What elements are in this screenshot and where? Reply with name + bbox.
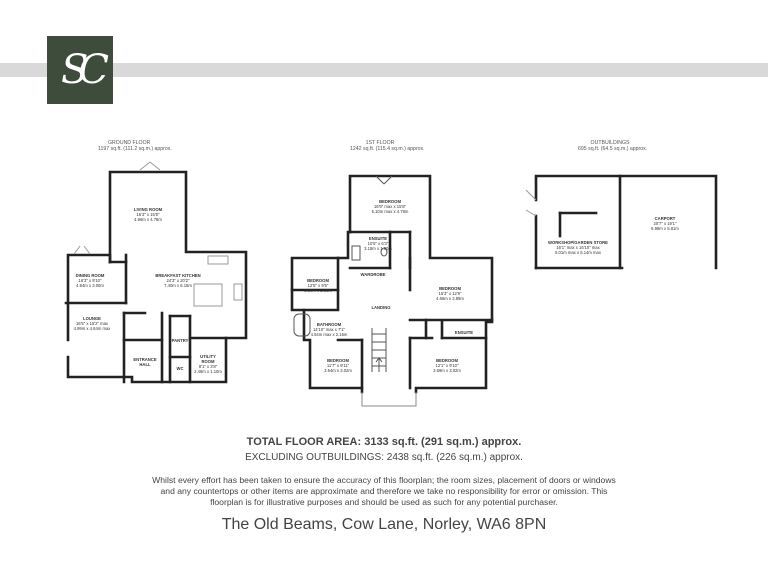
room-dining-room: DINING ROOM 16'3" x 9'10" 4.94m x 3.00m: [75, 273, 105, 288]
room-entrance-hall: ENTRANCE HALL: [133, 357, 157, 367]
room-pantry: PANTRY: [171, 338, 189, 343]
room-bedroom-5: BEDROOM 12'1" x 9'10" 3.69m x 3.02m: [433, 358, 461, 373]
room-ensuite-master: ENSUITE 10'5" x 6'3" 3.18m x 1.90m: [364, 236, 392, 251]
total-floor-area: TOTAL FLOOR AREA: 3133 sq.ft. (291 sq.m.) approx.: [246, 436, 522, 448]
room-workshop: WORKSHOP/GARDEN STORE 16'1" max x 16'10" max 5.01m max x 5.14m max: [548, 240, 608, 255]
room-living-room: LIVING ROOM 16'3" x 15'8" 4.96m x 4.78m: [133, 207, 163, 222]
room-lounge: LOUNGE 16'5" x 15'2" max 4.99m x 4.64m max: [73, 316, 111, 331]
ground-floor-title: GROUND FLOOR: [108, 140, 151, 146]
room-bedroom-3: BEDROOM 15'3" x 12'9" 4.66m x 3.89m: [436, 286, 464, 301]
disclaimer: Whilst every effort has been taken to ensure the accuracy of this floorplan; the room sizes, placement of doors or windows and any countertops or other items are approximate and therefore we take no responsibility for error or omission. This floorplan is for illustrative purposes and should be used as such for any potential purchaser.: [152, 475, 616, 507]
room-bedroom-4: BEDROOM 11'7" x 9'11" 3.54m x 3.02m: [324, 358, 352, 373]
logo-lettering: SC: [60, 47, 99, 93]
property-address: The Old Beams, Cow Lane, Norley, WA6 8PN: [221, 516, 547, 533]
first-floor-area: 1242 sq.ft. (115.4 sq.m.) approx.: [350, 146, 425, 152]
outbuildings-title: OUTBUILDINGS: [590, 140, 630, 146]
room-breakfast-kitchen: BREAKFAST KITCHEN 24'3" x 20'2" 7.40m x 6.15m: [155, 273, 201, 288]
room-master-bedroom: BEDROOM 16'9" max x 15'8" 5.10m max x 4.78m: [371, 199, 409, 214]
room-utility: UTILITY ROOM 8'1" x 3'8" 2.46m x 1.10m: [194, 354, 222, 374]
outbuildings-area: 695 sq.ft. (64.5 sq.m.) approx.: [578, 146, 648, 152]
room-bathroom: BATHROOM 14'10" max x 7'1" 4.54m max x 2.16m: [310, 322, 348, 337]
room-bedroom-2: BEDROOM 12'5" x 9'5" 3.80m x 2.88m: [304, 278, 332, 293]
excluding-outbuildings-area: EXCLUDING OUTBUILDINGS: 2438 sq.ft. (226 sq.m.) approx.: [245, 452, 523, 463]
room-wardrobe: WARDROBE: [360, 272, 386, 277]
ground-floor-area: 1197 sq.ft. (111.2 sq.m.) approx.: [98, 146, 172, 152]
room-wc: WC: [176, 366, 184, 371]
first-floor-title: 1ST FLOOR: [365, 140, 395, 146]
room-ensuite-2: ENSUITE: [454, 330, 474, 335]
room-carport: CARPORT 20'7" x 19'1" 5.98m x 5.81m: [651, 216, 679, 231]
room-landing: LANDING: [371, 305, 391, 310]
